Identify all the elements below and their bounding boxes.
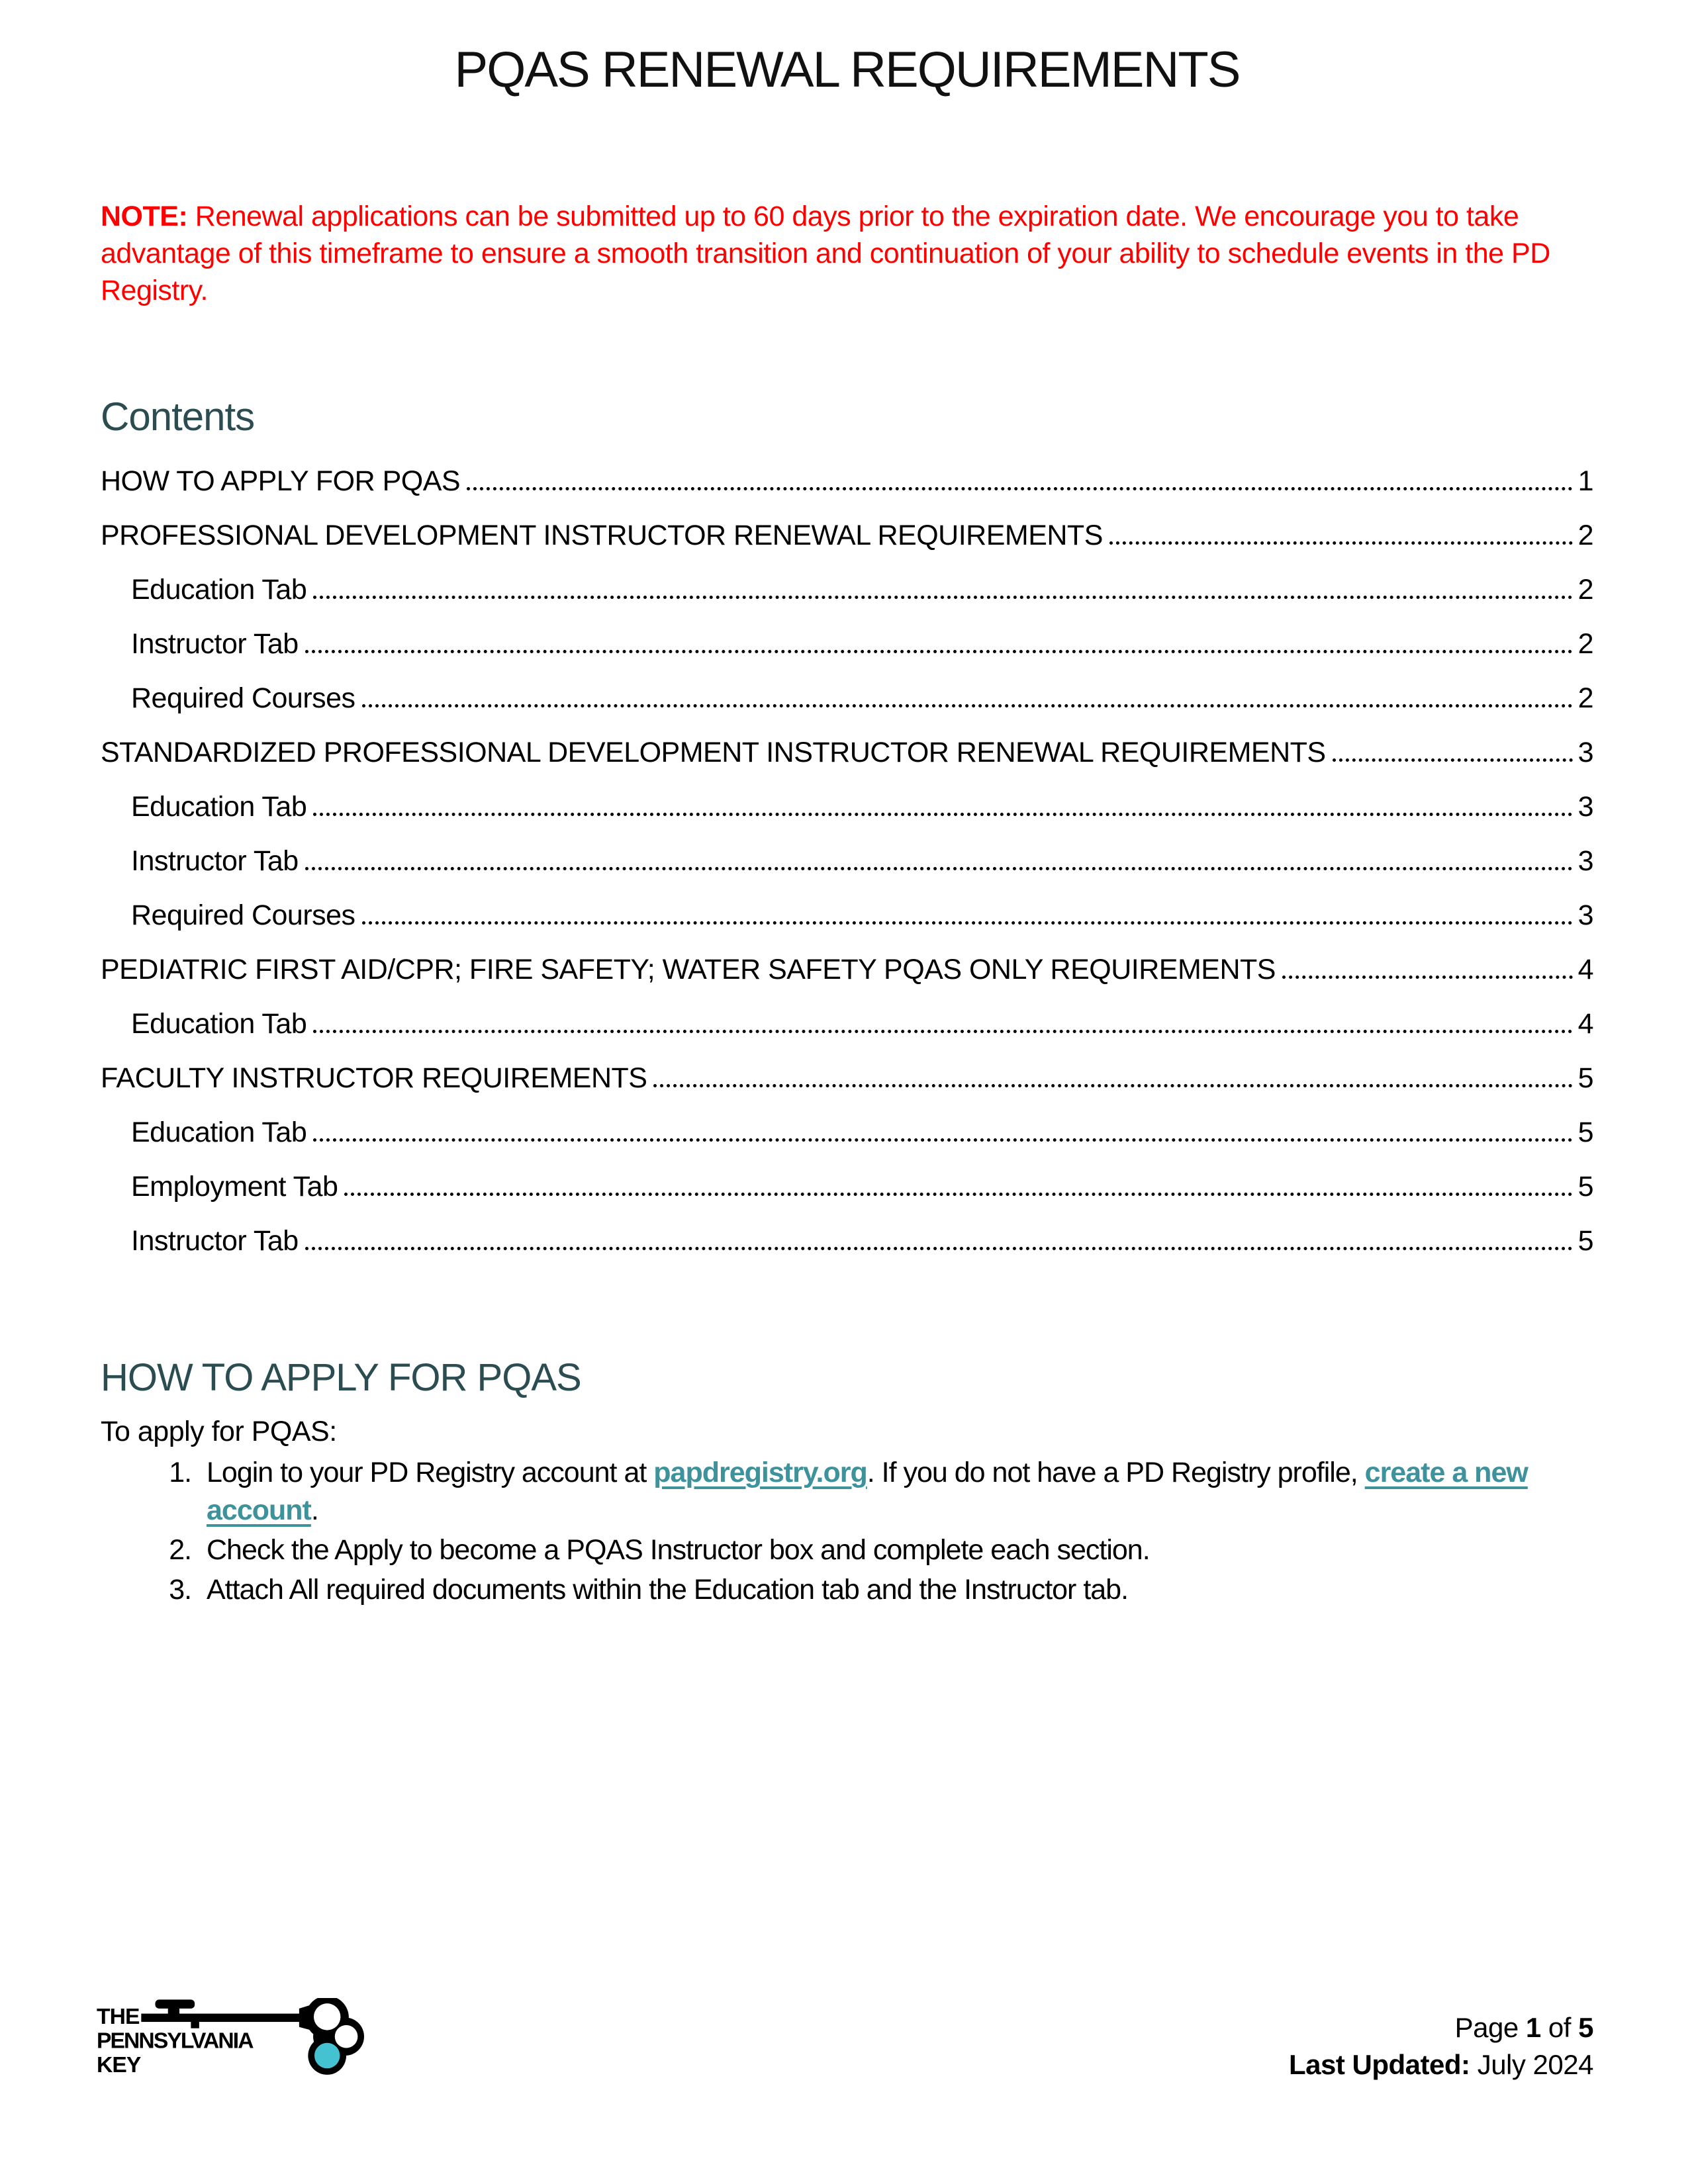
note-label: NOTE:: [101, 201, 188, 232]
toc-dotted-leader: [305, 650, 1573, 653]
toc-entry[interactable]: [101, 900, 1593, 931]
toc-entry[interactable]: [101, 1226, 1593, 1256]
last-updated-label: Last Updated:: [1289, 2049, 1470, 2080]
note-text: Renewal applications can be submitted up to 60 days prior to the expiration date. We encourage you to take advantage of this timeframe to ensure a smooth transition and continuation of your ability to schedule events in the PD Registry.: [101, 201, 1550, 306]
how-to-apply-heading: HOW TO APPLY FOR PQAS: [101, 1356, 581, 1399]
toc-entry-page: 1: [1577, 465, 1593, 497]
apply-step: 3. Attach All required documents within the Education tab and the Instructor tab.: [199, 1571, 1530, 1609]
toc-entry-page: 3: [1577, 845, 1593, 877]
logo-line-1: THE: [97, 2004, 140, 2029]
toc-entry-page: 5: [1577, 1171, 1593, 1203]
toc-entry[interactable]: [101, 574, 1593, 605]
toc-entry[interactable]: [101, 683, 1593, 713]
toc-entry-label: Education Tab: [131, 1116, 307, 1148]
toc-entry-label: Education Tab: [131, 574, 307, 606]
toc-entry-label: HOW TO APPLY FOR PQAS: [101, 465, 461, 497]
page-number-total: 5: [1578, 2012, 1593, 2043]
apply-step: 2. Check the Apply to become a PQAS Instructor box and complete each section.: [199, 1531, 1530, 1569]
toc-entry[interactable]: [101, 520, 1593, 551]
toc-entry[interactable]: [101, 1171, 1593, 1202]
apply-step: 1. Login to your PD Registry account at papdregistry.org. If you do not have a PD Registry profile, create a new account.: [199, 1454, 1530, 1529]
toc-dotted-leader: [1282, 976, 1573, 979]
toc-dotted-leader: [313, 596, 1572, 599]
page-number-current: 1: [1525, 2012, 1541, 2043]
toc-entry-label: Employment Tab: [131, 1171, 338, 1203]
apply-steps-list: [101, 1454, 1530, 1609]
toc-dotted-leader: [362, 921, 1573, 925]
toc-dotted-leader: [313, 1138, 1572, 1142]
inline-link[interactable]: create a new account: [207, 1457, 1528, 1526]
toc-dotted-leader: [313, 813, 1572, 816]
toc-entry-page: 5: [1577, 1116, 1593, 1148]
last-updated-value: July 2024: [1470, 2049, 1593, 2080]
toc-entry-label: Instructor Tab: [131, 845, 299, 877]
toc-entry-label: FACULTY INSTRUCTOR REQUIREMENTS: [101, 1062, 647, 1094]
toc-dotted-leader: [305, 1247, 1573, 1250]
toc-dotted-leader: [305, 867, 1573, 870]
logo-line-2: PENNSYLVANIA: [97, 2028, 253, 2054]
toc-entry-page: 4: [1577, 954, 1593, 985]
pennsylvania-key-logo: [97, 1998, 364, 2085]
toc-entry-page: 3: [1577, 899, 1593, 931]
toc-entry-page: 2: [1577, 574, 1593, 606]
toc-entry[interactable]: [101, 954, 1593, 985]
toc-entry-label: PROFESSIONAL DEVELOPMENT INSTRUCTOR RENEWAL REQUIREMENTS: [101, 520, 1103, 551]
toc-dotted-leader: [313, 1030, 1572, 1033]
toc-entry[interactable]: [101, 1063, 1593, 1093]
toc-entry-label: PEDIATRIC FIRST AID/CPR; FIRE SAFETY; WATER SAFETY PQAS ONLY REQUIREMENTS: [101, 954, 1276, 985]
toc-entry-label: Education Tab: [131, 791, 307, 823]
toc-entry[interactable]: [101, 1117, 1593, 1148]
toc-dotted-leader: [1333, 758, 1573, 762]
toc-entry-label: Instructor Tab: [131, 1225, 299, 1257]
document-title: PQAS RENEWAL REQUIREMENTS: [454, 42, 1240, 98]
toc-entry-label: Instructor Tab: [131, 628, 299, 660]
footer-info: [1289, 2009, 1593, 2083]
toc-entry-page: 5: [1577, 1062, 1593, 1094]
toc-entry[interactable]: [101, 737, 1593, 768]
toc-entry[interactable]: [101, 846, 1593, 876]
toc: [101, 466, 1593, 1256]
page-number: [1289, 2009, 1593, 2046]
contents-heading: Contents: [101, 394, 255, 439]
toc-entry-page: 2: [1577, 520, 1593, 551]
toc-entry-page: 3: [1577, 737, 1593, 768]
toc-entry[interactable]: [101, 792, 1593, 822]
toc-entry-page: 2: [1577, 682, 1593, 714]
page-number-prefix: Page: [1454, 2012, 1526, 2043]
toc-entry-label: STANDARDIZED PROFESSIONAL DEVELOPMENT INSTRUCTOR RENEWAL REQUIREMENTS: [101, 737, 1326, 768]
toc-dotted-leader: [344, 1193, 1572, 1196]
toc-entry[interactable]: [101, 466, 1593, 496]
toc-entry-label: Education Tab: [131, 1008, 307, 1040]
note-paragraph: [101, 198, 1593, 309]
toc-dotted-leader: [653, 1084, 1572, 1087]
toc-dotted-leader: [362, 704, 1573, 707]
last-updated: [1289, 2046, 1593, 2083]
page-number-of: of: [1540, 2012, 1579, 2043]
apply-intro: To apply for PQAS:: [101, 1416, 337, 1447]
toc-entry-page: 4: [1577, 1008, 1593, 1040]
toc-entry-label: Required Courses: [131, 899, 355, 931]
toc-entry-page: 2: [1577, 628, 1593, 660]
logo-line-3: KEY: [97, 2053, 141, 2078]
toc-entry-page: 5: [1577, 1225, 1593, 1257]
toc-entry[interactable]: [101, 629, 1593, 659]
key-icon: [97, 1998, 364, 2081]
inline-link[interactable]: papdregistry.org: [653, 1457, 867, 1488]
toc-dotted-leader: [467, 487, 1572, 490]
toc-entry-label: Required Courses: [131, 682, 355, 714]
toc-entry-page: 3: [1577, 791, 1593, 823]
toc-dotted-leader: [1109, 541, 1573, 545]
toc-entry[interactable]: [101, 1009, 1593, 1039]
